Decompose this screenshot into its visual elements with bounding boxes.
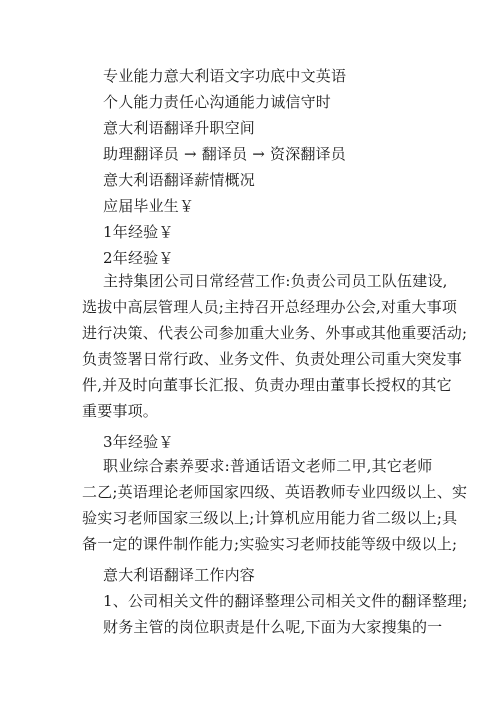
text-line-career-path: 助理翻译员 → 翻译员 → 资深翻译员 <box>103 145 347 163</box>
text-line-3yr-salary: 3年经验￥ <box>103 433 174 451</box>
text-line-salary-heading: 意大利语翻译薪情概况 <box>103 171 256 189</box>
text-line-item-1: 1、公司相关文件的翻译整理公司相关文件的翻译整理; <box>103 592 468 610</box>
paragraph-line: 负责签署日常行政、业务文件、负责处理公司重大突发事 <box>82 350 463 368</box>
paragraph-requirements <box>82 453 468 557</box>
paragraph-line: 二乙;英语理论老师国家四级、英语教师专业四级以上、实 <box>82 483 468 501</box>
paragraph-line: 验实习老师国家三级以上;计算机应用能力省二级以上;具 <box>82 509 458 527</box>
text-line-promotion-heading: 意大利语翻译升职空间 <box>103 119 256 137</box>
paragraph-line: 备一定的课件制作能力;实验实习老师技能等级中级以上; <box>82 535 458 553</box>
text-line-skills: 专业能力意大利语文字功底中文英语 <box>103 67 347 85</box>
text-line-2yr-salary: 2年经验￥ <box>103 249 174 267</box>
paragraph-line: 职业综合素养要求:普通话语文老师二甲,其它老师 <box>103 457 433 475</box>
paragraph-duties <box>82 268 468 424</box>
paragraph-line: 件,并及时向董事长汇报、负责办理由董事长授权的其它 <box>82 376 452 394</box>
paragraph-line: 主持集团公司日常经营工作:负责公司员工队伍建设, <box>103 272 448 290</box>
text-line-graduate-salary: 应届毕业生￥ <box>103 197 195 215</box>
text-line-personal-ability: 个人能力责任心沟通能力诚信守时 <box>103 93 332 111</box>
paragraph-line: 重要事项。 <box>82 402 159 420</box>
text-line-1yr-salary: 1年经验￥ <box>103 223 174 241</box>
paragraph-line: 进行决策、代表公司参加重大业务、外事或其他重要活动; <box>82 324 468 342</box>
text-line-work-content-heading: 意大利语翻译工作内容 <box>103 566 256 584</box>
text-line-last: 财务主管的岗位职责是什么呢,下面为大家搜集的一 <box>103 618 443 636</box>
paragraph-line: 选拔中高层管理人员;主持召开总经理办公会,对重大事项 <box>82 298 458 316</box>
